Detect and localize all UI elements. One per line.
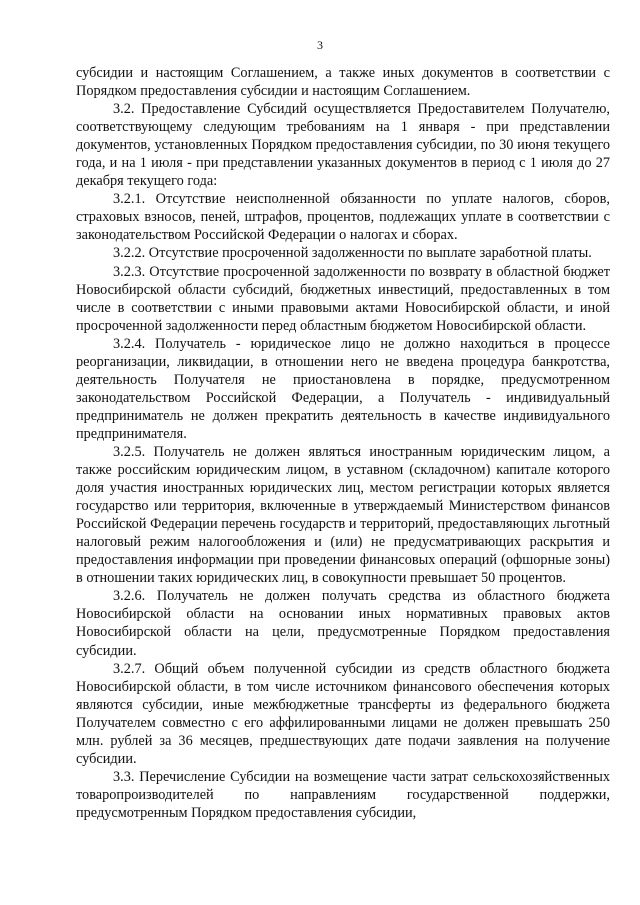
page-number: 3 [317, 38, 323, 52]
paragraph-3-2-4: 3.2.4. Получатель - юридическое лицо не должно находиться в процессе реорганизации, ликвидации, в отношении него не введена процедура банкротства, деятельность Получателя не приостановлена в порядке, предусмотренном законодательством Российской Федерации, а Получатель - индивидуальный предприниматель не должен прекратить деятельность в качестве индивидуального предпринимателя. [76, 335, 610, 442]
paragraph-3-2: 3.2. Предоставление Субсидий осуществляется Предоставителем Получателю, соответствующему следующим требованиям на 1 января - при представлении документов, установленных Порядком предоставления субсидии, по 30 июня текущего года, и на 1 июля - при представлении указанных документов в период с 1 июля до 27 декабря текущего года: [76, 101, 610, 190]
paragraph-3-2-5: 3.2.5. Получатель не должен являться иностранным юридическим лицом, а также российским юридическим лицом, в уставном (складочном) капитале которого доля участия иностранных юридических лиц, местом регистрации которых является государство или территория, включенные в утверждаемый Министерством финансов Российской Федерации перечень государств и территорий, предоставляющих льготный налоговый режим налогообложения и (или) не предусматривающих раскрытия и предоставления информации при проведении финансовых операций (офшорные зоны) в отношении таких юридических лиц, в совокупности превышает 50 процентов. [76, 443, 610, 587]
paragraph-3-2-3: 3.2.3. Отсутствие просроченной задолженности по возврату в областной бюджет Новосибирской области субсидий, бюджетных инвестиций, предоставленных в том числе в соответствии с иными правовыми актами Новосибирской области, и иной просроченной задолженности перед областным бюджетом Новосибирской области. [76, 263, 610, 334]
paragraph-3-2-7: 3.2.7. Общий объем полученной субсидии из средств областного бюджета Новосибирской области, в том числе источником финансового обеспечения которых являются субсидии, иные межбюджетные трансферты из федерального бюджета Получателем совместно с его аффилированными лицами не должен превышать 250 млн. рублей за 36 месяцев, предшествующих дате подачи заявления на получение субсидии. [76, 660, 610, 767]
paragraph-3-2-1: 3.2.1. Отсутствие неисполненной обязанности по уплате налогов, сборов, страховых взносов, пеней, штрафов, процентов, подлежащих уплате в соответствии с законодательством Российской Федерации о налогах и сборах. [76, 191, 610, 244]
paragraph-continuation: субсидии и настоящим Соглашением, а также иных документов в соответствии с Порядком предоставления субсидии и настоящим Соглашением. [76, 65, 610, 100]
paragraph-3-3: 3.3. Перечисление Субсидии на возмещение части затрат сельскохозяйственных товаропроизводителей по направлениям государственной поддержки, предусмотренным Порядком предоставления субсидии, [76, 768, 610, 821]
paragraph-3-2-6: 3.2.6. Получатель не должен получать средства из областного бюджета Новосибирской области на основании иных нормативных правовых актов Новосибирской области на цели, предусмотренные Порядком предоставления субсидии. [76, 588, 610, 659]
paragraph-3-2-2: 3.2.2. Отсутствие просроченной задолженности по выплате заработной платы. [113, 245, 592, 262]
document-body [76, 64, 610, 822]
